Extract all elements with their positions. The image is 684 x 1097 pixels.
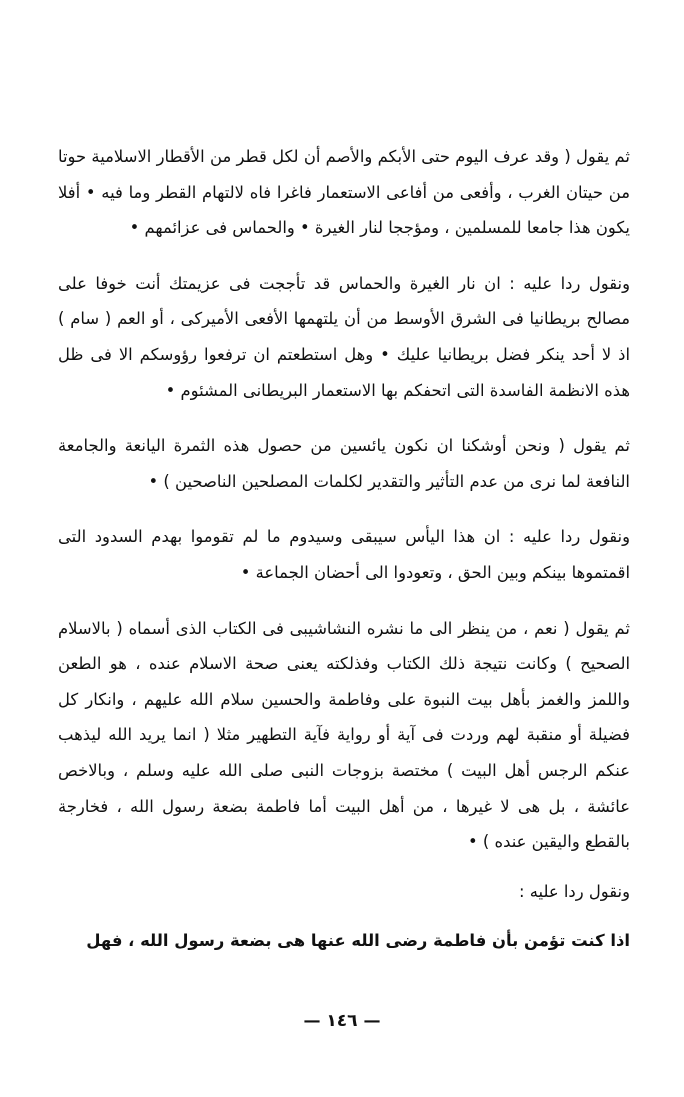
- paragraph-1: ثم يقول ( وقد عرف اليوم حتى الأبكم والأصم أن لكل قطر من الأقطار الاسلامية حوتا من حيتان الغرب ، وأفعى من أفاعى الاستعمار فاغرا فاه لالتهام القطر وما فيه • أفلا يكون هذا جامعا للمسلمين ، ومؤججا لنار الغيرة • والحماس فى عزائمهم •: [58, 147, 630, 238]
- page-number: — ١٤٦ —: [303, 1011, 381, 1031]
- paragraph-3: ثم يقول ( ونحن أوشكنا ان نكون يائسين من حصول هذه الثمرة اليانعة والجامعة النافعة لما نرى من عدم التأثير والتقدير لكلمات المصلحين الناصحين ) •: [58, 436, 630, 491]
- paragraph-4: ونقول ردا عليه : ان هذا اليأس سيبقى وسيدوم ما لم تقوموا بهدم السدود التى اقمتموها بينكم وبين الحق ، وتعودوا الى أحضان الجماعة •: [58, 527, 630, 582]
- paragraph-6: ونقول ردا عليه :: [518, 881, 630, 901]
- paragraph-2: ونقول ردا عليه : ان نار الغيرة والحماس قد تأججت فى عزيمتك أنت خوفا على مصالح بريطانيا فى الشرق الأوسط من أن يلتهمها الأفعى الأميركى ، أو العم ( سام ) اذ لا أحد ينكر فضل بريطانيا عليك • وهل استطعتم ان ترفعوا رؤوسكم الا فى ظل هذه الانظمة الفاسدة التى اتحفكم بها الاستعمار البريطانى المشئوم •: [58, 273, 630, 400]
- page-body: [58, 139, 630, 979]
- paragraph-5: ثم يقول ( نعم ، من ينظر الى ما نشره النشاشيبى فى الكتاب الذى أسماه ( بالاسلام الصحيح ) وكانت نتيجة ذلك الكتاب وفذلكته يعنى صحة الاسلام عنده ، هو الطعن واللمز والغمز بأهل بيت النبوة على وفاطمة والحسين سلام الله عليهم ، وانكار كل فضيلة أو منقبة لهم وردت فى آية أو رواية فآية التطهير مثلا ( انما يريد الله ليذهب عنكم الرجس أهل البيت ) مختصة بزوجات النبى صلى الله عليه وسلم ، وبالاخص عائشة ، بل هى لا غيرها ، من أهل البيت أما فاطمة بضعة رسول الله ، فخارجة بالقطع واليقين عنده ) •: [58, 618, 630, 852]
- paragraph-7: اذا كنت تؤمن بأن فاطمة رضى الله عنها هى بضعة رسول الله ، فهل: [86, 931, 630, 951]
